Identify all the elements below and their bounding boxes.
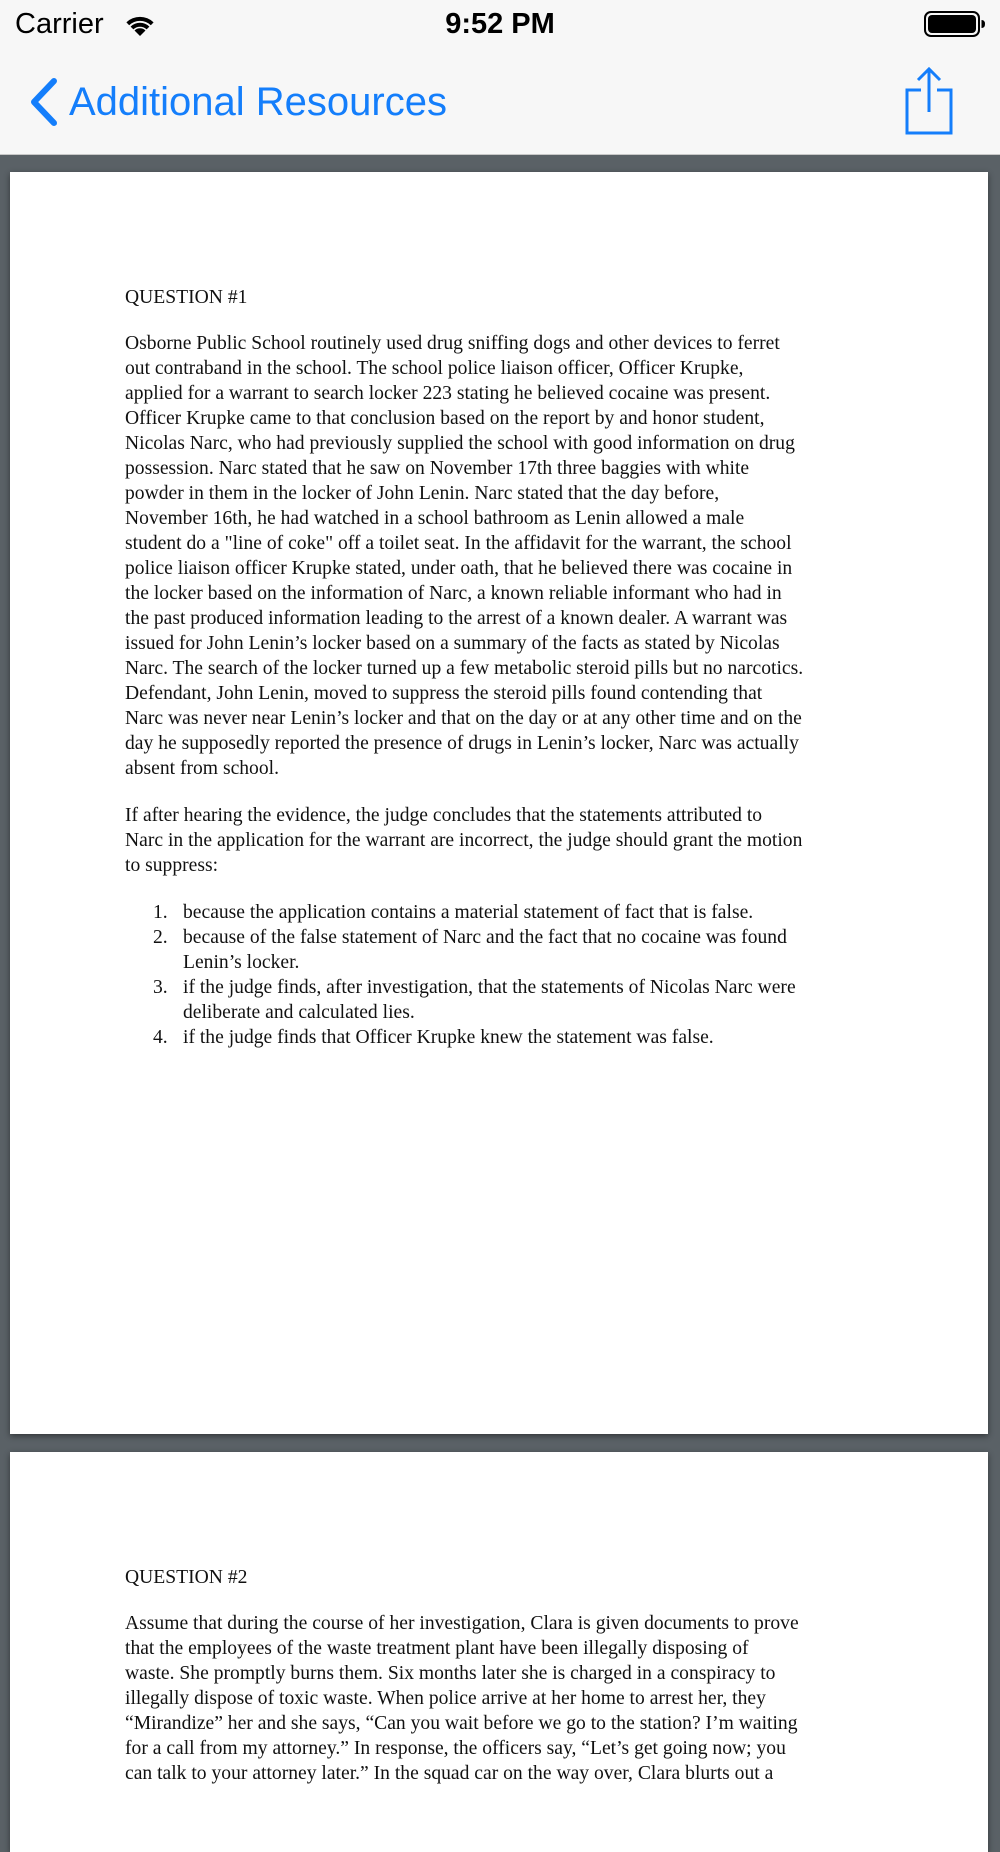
answer-option xyxy=(125,975,895,1025)
question-1-prompt-paragraph xyxy=(125,803,895,878)
answer-option-number: 4. xyxy=(153,1027,168,1048)
paragraph-line: out contraband in the school. The school police liaison officer, Officer Krupke, xyxy=(125,358,744,379)
chevron-left-icon xyxy=(26,76,60,128)
paragraph-line: Osborne Public School routinely used drug sniffing dogs and other devices to ferret xyxy=(125,333,780,354)
paragraph-line: If after hearing the evidence, the judge concludes that the statements attributed to xyxy=(125,805,763,826)
paragraph-line: illegally dispose of toxic waste. When police arrive at her home to arrest her, they xyxy=(125,1688,766,1709)
paragraph-line: Nicolas Narc, who had previously supplied the school with good information on drug xyxy=(125,433,795,454)
answer-option-number: 3. xyxy=(153,977,168,998)
paragraph-line: Defendant, John Lenin, moved to suppress the steroid pills found contending that xyxy=(125,683,763,704)
answer-option-text: because the application contains a material statement of fact that is false. xyxy=(183,902,754,923)
paragraph-line: that the employees of the waste treatment plant have been illegally disposing of xyxy=(125,1638,749,1659)
paragraph-line: Narc in the application for the warrant are incorrect, the judge should grant the motion xyxy=(125,830,803,851)
answer-option xyxy=(125,1025,895,1050)
answer-option-number: 2. xyxy=(153,927,168,948)
answer-options-list xyxy=(125,900,895,1050)
back-button[interactable] xyxy=(26,74,447,130)
clock-time: 9:52 PM xyxy=(445,8,555,40)
battery-icon xyxy=(924,11,986,37)
question-2-heading: QUESTION #2 xyxy=(125,1567,248,1588)
paragraph-line: the locker based on the information of Narc, a known reliable informant who had in xyxy=(125,583,782,604)
answer-option xyxy=(125,925,895,975)
question-1-facts-paragraph xyxy=(125,331,895,781)
navigation-bar xyxy=(0,50,1000,155)
answer-option xyxy=(125,900,895,925)
question-1-heading: QUESTION #1 xyxy=(125,287,248,308)
paragraph-line: possession. Narc stated that he saw on November 17th three baggies with white xyxy=(125,458,750,479)
paragraph-line: absent from school. xyxy=(125,758,279,779)
share-icon[interactable] xyxy=(904,66,954,136)
paragraph-line: for a call from my attorney.” In response, the officers say, “Let’s get going now; you xyxy=(125,1738,786,1759)
carrier-label: Carrier xyxy=(15,8,104,40)
paragraph-line: the past produced information leading to the arrest of a known dealer. A warrant was xyxy=(125,608,788,629)
paragraph-line: student do a "line of coke" off a toilet seat. In the affidavit for the warrant, the school xyxy=(125,533,792,554)
paragraph-line: Assume that during the course of her investigation, Clara is given documents to prove xyxy=(125,1613,799,1634)
paragraph-line: police liaison officer Krupke stated, under oath, that he believed there was cocaine in xyxy=(125,558,793,579)
answer-option-number: 1. xyxy=(153,902,168,923)
paragraph-line: Narc. The search of the locker turned up a few metabolic steroid pills but no narcotics. xyxy=(125,658,804,679)
question-2 xyxy=(125,1565,895,1786)
document-page-1[interactable] xyxy=(10,172,988,1434)
paragraph-line: powder in them in the locker of John Lenin. Narc stated that the day before, xyxy=(125,483,720,504)
paragraph-line: day he supposedly reported the presence of drugs in Lenin’s locker, Narc was actually xyxy=(125,733,799,754)
paragraph-line: Narc was never near Lenin’s locker and that on the day or at any other time and on the xyxy=(125,708,802,729)
answer-option-text: because of the false statement of Narc and the fact that no cocaine was found xyxy=(183,927,787,948)
question-2-facts-paragraph xyxy=(125,1611,895,1786)
answer-option-text: deliberate and calculated lies. xyxy=(183,1002,415,1023)
paragraph-line: November 16th, he had watched in a school bathroom as Lenin allowed a male xyxy=(125,508,745,529)
paragraph-line: can talk to your attorney later.” In the squad car on the way over, Clara blurts out a xyxy=(125,1763,774,1784)
answer-option-text: if the judge finds that Officer Krupke knew the statement was false. xyxy=(183,1027,714,1048)
paragraph-line: Officer Krupke came to that conclusion based on the report by and honor student, xyxy=(125,408,765,429)
document-page-2[interactable] xyxy=(10,1452,988,1852)
question-1 xyxy=(125,285,895,1050)
paragraph-line: issued for John Lenin’s locker based on a summary of the facts as stated by Nicolas xyxy=(125,633,780,654)
paragraph-line: to suppress: xyxy=(125,855,219,876)
answer-option-text: if the judge finds, after investigation, that the statements of Nicolas Narc were xyxy=(183,977,796,998)
paragraph-line: applied for a warrant to search locker 223 stating he believed cocaine was present. xyxy=(125,383,771,404)
answer-option-text: Lenin’s locker. xyxy=(183,952,300,973)
status-bar xyxy=(0,0,1000,50)
back-button-label: Additional Resources xyxy=(69,79,447,124)
paragraph-line: “Mirandize” her and she says, “Can you wait before we go to the station? I’m waiting xyxy=(125,1713,798,1734)
paragraph-line: waste. She promptly burns them. Six months later she is charged in a conspiracy to xyxy=(125,1663,776,1684)
